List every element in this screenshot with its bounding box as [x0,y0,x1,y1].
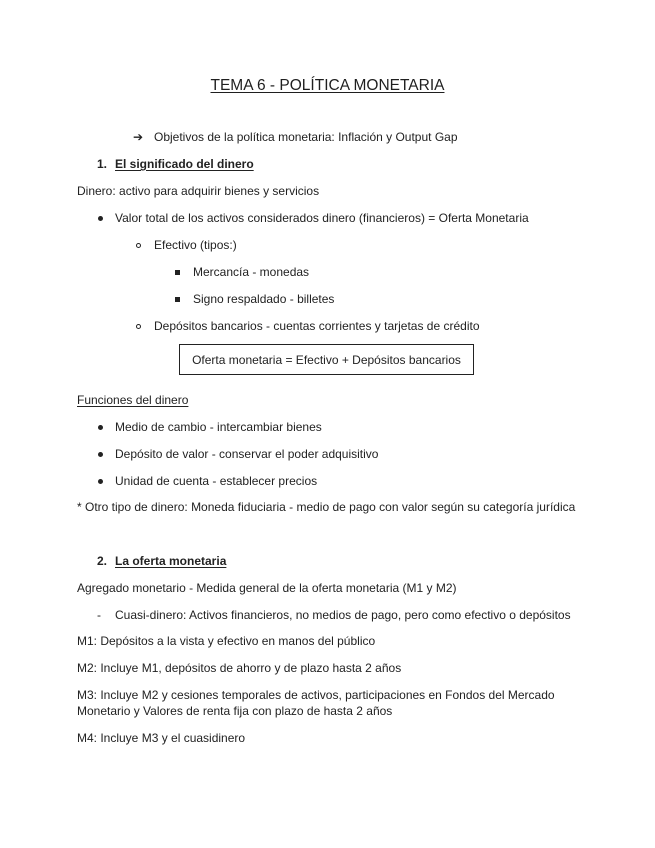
money-definition: Dinero: activo para adquirir bienes y servicios [77,184,320,198]
fiduciaria-note: * Otro tipo de dinero: Moneda fiduciaria - medio de pago con valor según su categoría jurídica [77,500,576,514]
formula-box [179,344,474,375]
section2-number: 2. [97,554,108,568]
m3-line-continued: Monetario y Valores de renta fija con plazo de hasta 2 años [77,704,393,718]
bullet-disc-icon [98,452,103,457]
efectivo-item: Efectivo (tipos:) [154,238,237,252]
efectivo-subitem: Signo respaldado - billetes [193,292,335,306]
m2-line: M2: Incluye M1, depósitos de ahorro y de plazo hasta 2 años [77,661,402,675]
cuasi-dinero-line: Cuasi-dinero: Activos financieros, no medios de pago, pero como efectivo o depósitos [115,608,571,622]
agregado-line: Agregado monetario - Medida general de la oferta monetaria (M1 y M2) [77,581,457,595]
bullet-square-icon [175,297,180,302]
money-total-value: Valor total de los activos considerados dinero (financieros) = Oferta Monetaria [115,211,529,225]
section1-number: 1. [97,157,108,171]
arrow-icon: ➔ [133,130,144,144]
formula-text: Oferta monetaria = Efectivo + Depósitos bancarios [192,353,461,367]
depositos-item: Depósitos bancarios - cuentas corrientes y tarjetas de crédito [154,319,480,333]
funcion-item: Depósito de valor - conservar el poder adquisitivo [115,447,379,461]
dash-icon: - [97,608,101,622]
section1-heading: El significado del dinero [115,157,254,171]
bullet-disc-icon [98,479,103,484]
funcion-item: Unidad de cuenta - establecer precios [115,474,318,488]
bullet-disc-icon [98,425,103,430]
m1-line: M1: Depósitos a la vista y efectivo en manos del público [77,634,376,648]
bullet-circle-icon [136,243,141,248]
bullet-disc-icon [98,216,103,221]
efectivo-subitem: Mercancía - monedas [193,265,310,279]
objectives-line: Objetivos de la política monetaria: Inflación y Output Gap [154,130,458,144]
funcion-item: Medio de cambio - intercambiar bienes [115,420,322,434]
bullet-square-icon [175,270,180,275]
m3-line: M3: Incluye M2 y cesiones temporales de activos, participaciones en Fondos del Mercado [77,688,555,702]
page-title: TEMA 6 - POLÍTICA MONETARIA [210,77,445,94]
funciones-heading: Funciones del dinero [77,393,189,407]
m4-line: M4: Incluye M3 y el cuasidinero [77,731,246,745]
section2-heading: La oferta monetaria [115,554,227,568]
bullet-circle-icon [136,324,141,329]
